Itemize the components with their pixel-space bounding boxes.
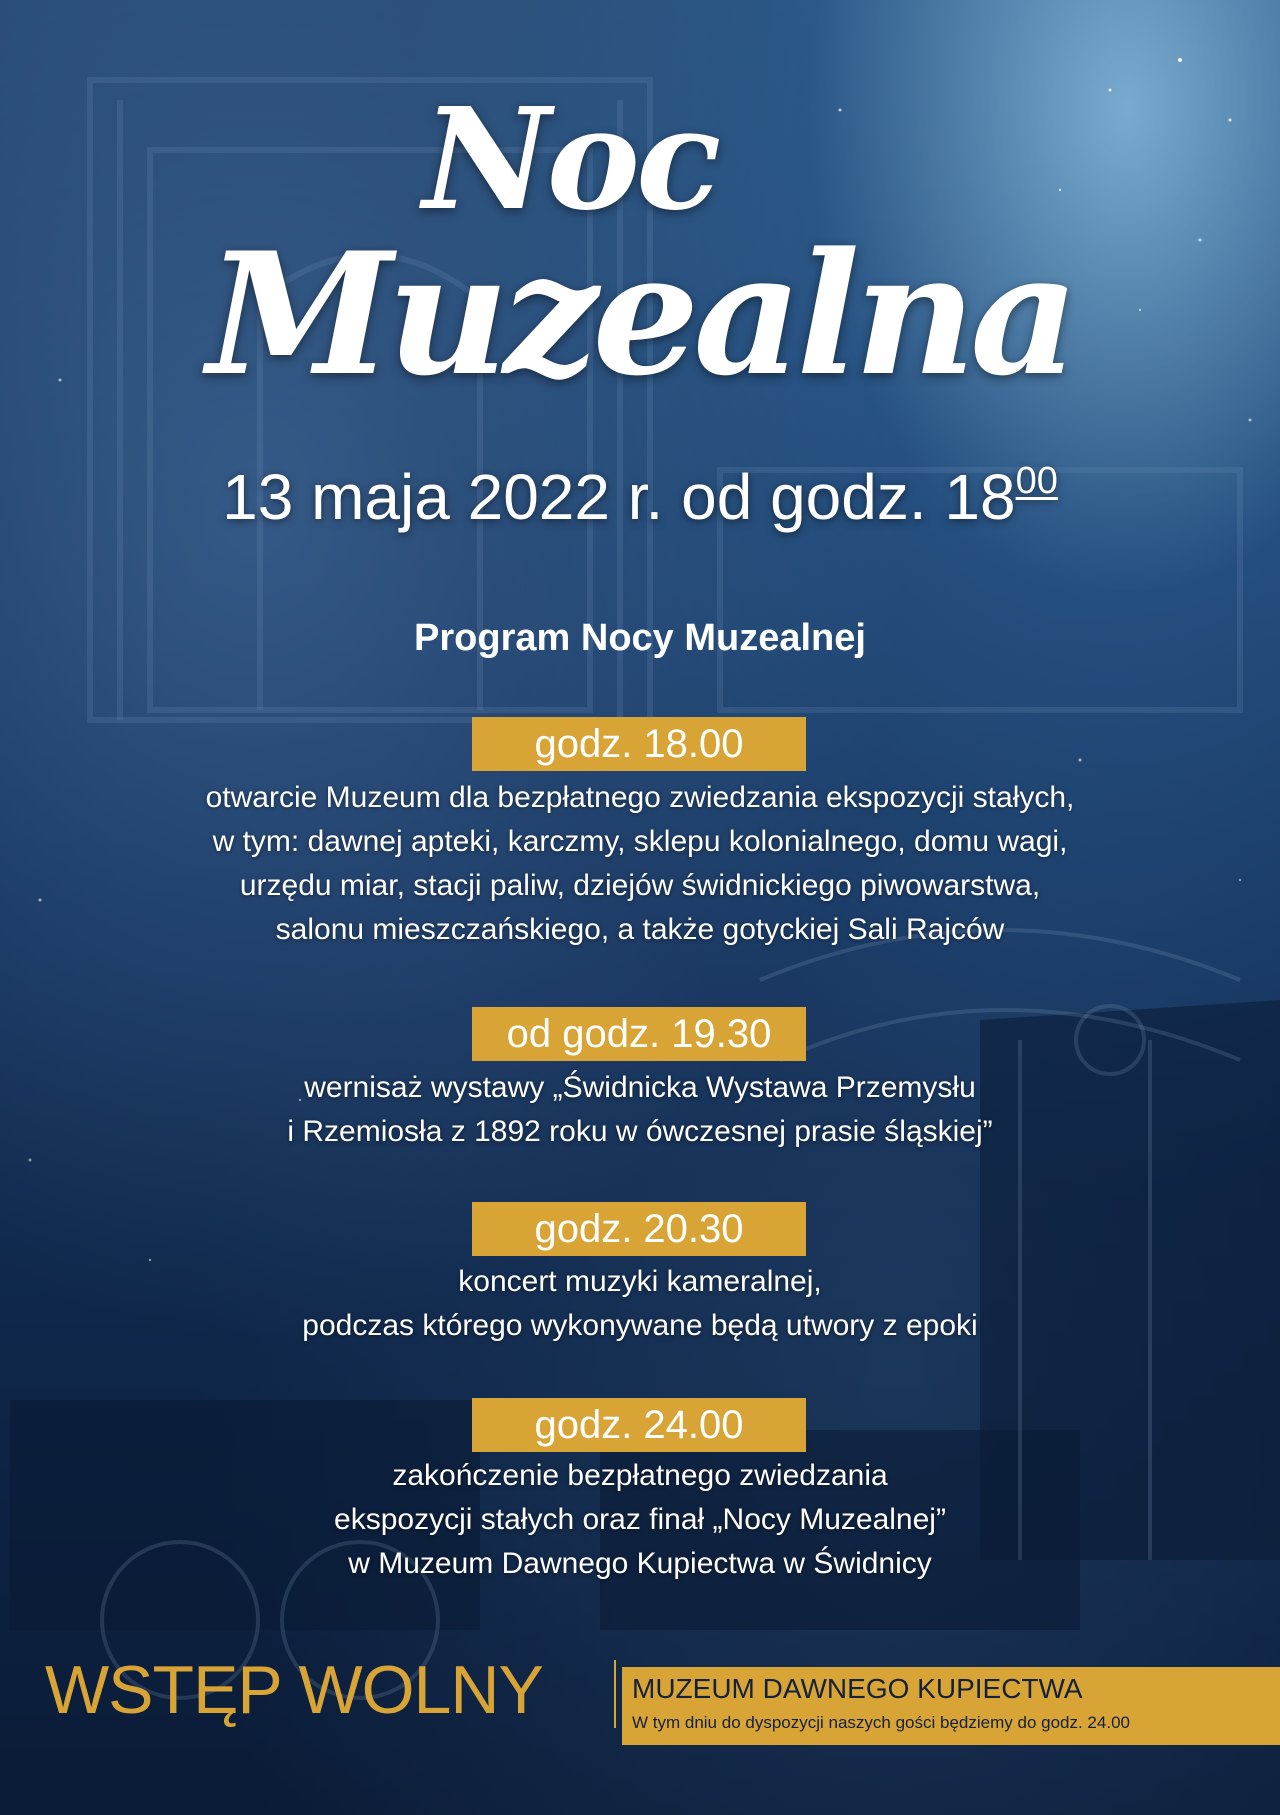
event-date-text: 13 maja 2022 r. od godz. 18 bbox=[222, 461, 1016, 533]
event-description-line: otwarcie Muzeum dla bezpłatnego zwiedzania ekspozycji stałych, bbox=[205, 781, 1075, 814]
museum-name: MUZEUM DAWNEGO KUPIECTWA bbox=[632, 1673, 1083, 1704]
event-description-line: wernisaż wystawy „Świdnicka Wystawa Przemysłu bbox=[304, 1071, 976, 1104]
event-time-minutes: 00 bbox=[1015, 460, 1058, 502]
event-description bbox=[0, 1260, 1280, 1348]
event-description-line: ekspozycji stałych oraz finał „Nocy Muzealnej” bbox=[334, 1503, 946, 1536]
event-description-line: salonu mieszczańskiego, a także gotyckiej Sali Rajców bbox=[275, 913, 1005, 946]
opening-hours-note: W tym dniu do dyspozycji naszych gości będziemy do godz. 24.00 bbox=[632, 1713, 1130, 1732]
event-time-badge: godz. 18.00 bbox=[472, 717, 806, 771]
event-time-badge: od godz. 19.30 bbox=[472, 1007, 806, 1061]
event-description-line: i Rzemiosła z 1892 roku w ówczesnej prasie śląskiej” bbox=[287, 1115, 993, 1148]
free-admission-text: WSTĘP WOLNY bbox=[45, 1652, 543, 1728]
event-description-line: koncert muzyki kameralnej, bbox=[458, 1265, 822, 1298]
title-noc: Noc bbox=[422, 78, 718, 242]
museum-info-box bbox=[622, 1667, 1280, 1745]
event-description-line: urzędu miar, stacji paliw, dziejów świdnickiego piwowarstwa, bbox=[239, 869, 1041, 902]
program-heading: Program Nocy Muzealnej bbox=[414, 617, 866, 659]
event-description bbox=[0, 1066, 1280, 1154]
event-description-line: w Muzeum Dawnego Kupiectwa w Świdnicy bbox=[348, 1547, 932, 1580]
event-description-line: zakończenie bezpłatnego zwiedzania bbox=[392, 1459, 888, 1492]
event-description bbox=[0, 776, 1280, 952]
event-time-badge: godz. 24.00 bbox=[472, 1398, 806, 1452]
event-time-badge: godz. 20.30 bbox=[472, 1202, 806, 1256]
event-description-line: w tym: dawnej apteki, karczmy, sklepu kolonialnego, domu wagi, bbox=[212, 825, 1068, 858]
event-description bbox=[0, 1454, 1280, 1586]
title-muzealna: Muzealna bbox=[206, 215, 1074, 413]
event-description-line: podczas którego wykonywane będą utwory z epoki bbox=[302, 1309, 978, 1342]
footer-divider bbox=[614, 1660, 616, 1728]
event-date bbox=[0, 460, 1280, 533]
